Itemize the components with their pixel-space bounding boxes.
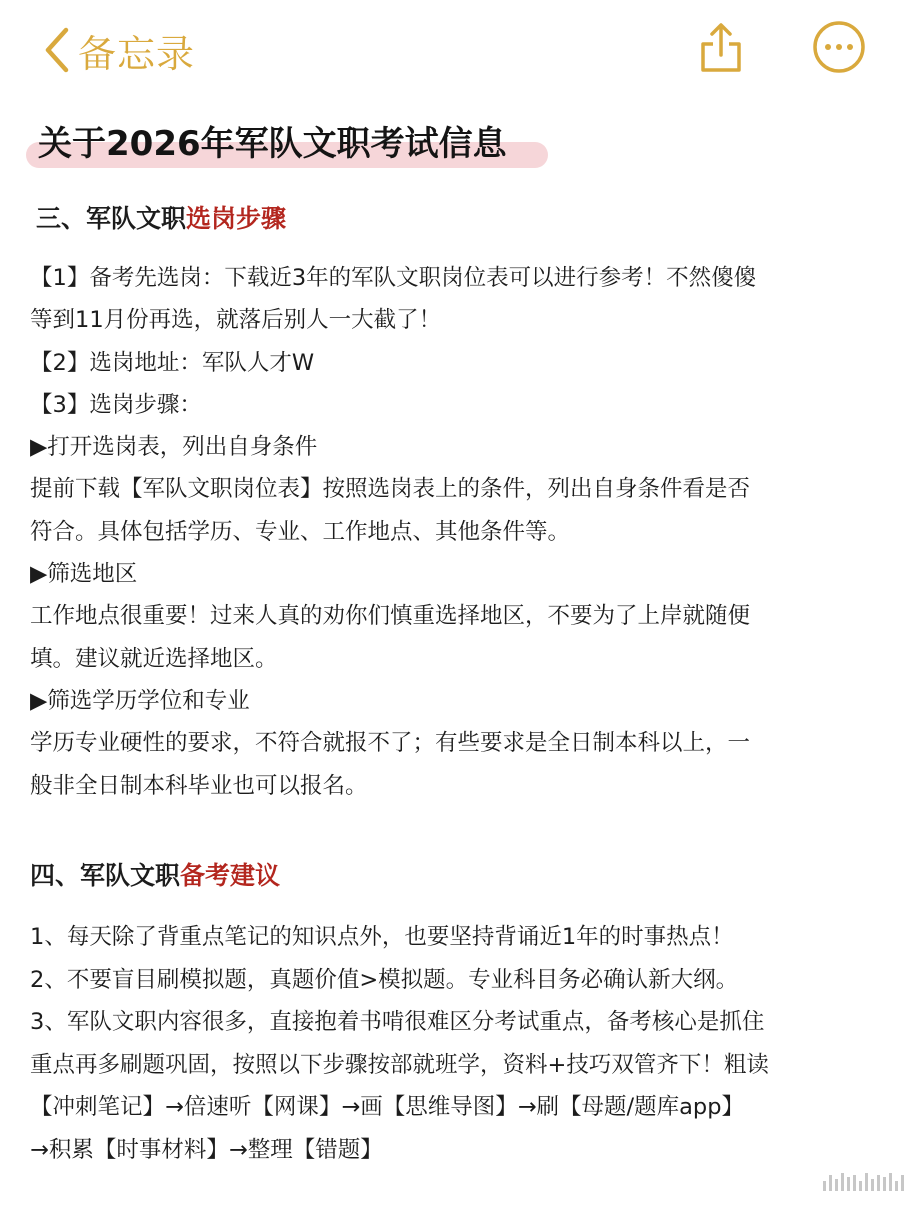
body-line: 般非全日制本科毕业也可以报名。 bbox=[30, 772, 368, 799]
section-4-prefix: 四、军队文职 bbox=[30, 861, 181, 890]
watermark bbox=[823, 1173, 904, 1191]
body-line: 1、每天除了背重点笔记的知识点外，也要坚持背诵近1年的时事热点！ bbox=[30, 924, 734, 950]
body-line: 【2】选岗地址：军队人才W bbox=[30, 349, 315, 376]
section-3-highlight: 选岗步骤 bbox=[186, 204, 287, 233]
section-4-body bbox=[30, 916, 900, 1172]
section-3-body bbox=[30, 257, 900, 807]
back-label: 备忘录 bbox=[78, 31, 196, 76]
body-line: 【冲刺笔记】→倍速听【网课】→画【思维导图】→刷【母题/题库app】 bbox=[30, 1094, 744, 1121]
body-line: →积累【时事材料】→整理【错题】 bbox=[30, 1136, 383, 1163]
more-icon bbox=[812, 20, 866, 74]
share-button[interactable] bbox=[698, 22, 744, 78]
body-line: ▶打开选岗表，列出自身条件 bbox=[30, 434, 318, 461]
share-icon bbox=[698, 22, 744, 74]
body-line: 提前下载【军队文职岗位表】按照选岗表上的条件，列出自身条件看是否 bbox=[30, 476, 751, 503]
body-line: 【3】选岗步骤： bbox=[30, 391, 202, 418]
section-4-heading bbox=[30, 856, 280, 892]
body-line: 填。建议就近选择地区。 bbox=[30, 645, 278, 672]
section-4-highlight: 备考建议 bbox=[180, 861, 281, 890]
body-line: 3、军队文职内容很多，直接抱着书啃很难区分考试重点，备考核心是抓住 bbox=[30, 1009, 765, 1036]
body-line: ▶筛选地区 bbox=[30, 561, 138, 588]
body-line: ▶筛选学历学位和专业 bbox=[30, 687, 250, 714]
body-line: 2、不要盲目刷模拟题，真题价值>模拟题。专业科目务必确认新大纲。 bbox=[30, 966, 739, 993]
body-line: 学历专业硬性的要求，不符合就报不了；有些要求是全日制本科以上，一 bbox=[30, 730, 751, 757]
more-button[interactable] bbox=[812, 20, 866, 78]
body-line: 工作地点很重要！过来人真的劝你们慎重选择地区，不要为了上岸就随便 bbox=[30, 603, 751, 630]
body-line: 重点再多刷题巩固，按照以下步骤按部就班学，资料+技巧双管齐下！粗读 bbox=[30, 1051, 769, 1078]
navigation-bar bbox=[0, 0, 922, 100]
back-button[interactable] bbox=[44, 24, 195, 76]
note-title-wrap bbox=[26, 116, 507, 165]
body-line: 【1】备考先选岗：下载近3年的军队文职岗位表可以进行参考！不然傻傻 bbox=[30, 265, 757, 291]
section-3-heading bbox=[36, 199, 286, 235]
chevron-left-icon bbox=[44, 27, 70, 73]
body-line: 符合。具体包括学历、专业、工作地点、其他条件等。 bbox=[30, 518, 571, 545]
body-line: 等到11月份再选，就落后别人一大截了！ bbox=[30, 307, 442, 334]
section-3-prefix: 三、军队文职 bbox=[36, 204, 187, 233]
note-title: 关于2026年军队文职考试信息 bbox=[38, 124, 507, 164]
